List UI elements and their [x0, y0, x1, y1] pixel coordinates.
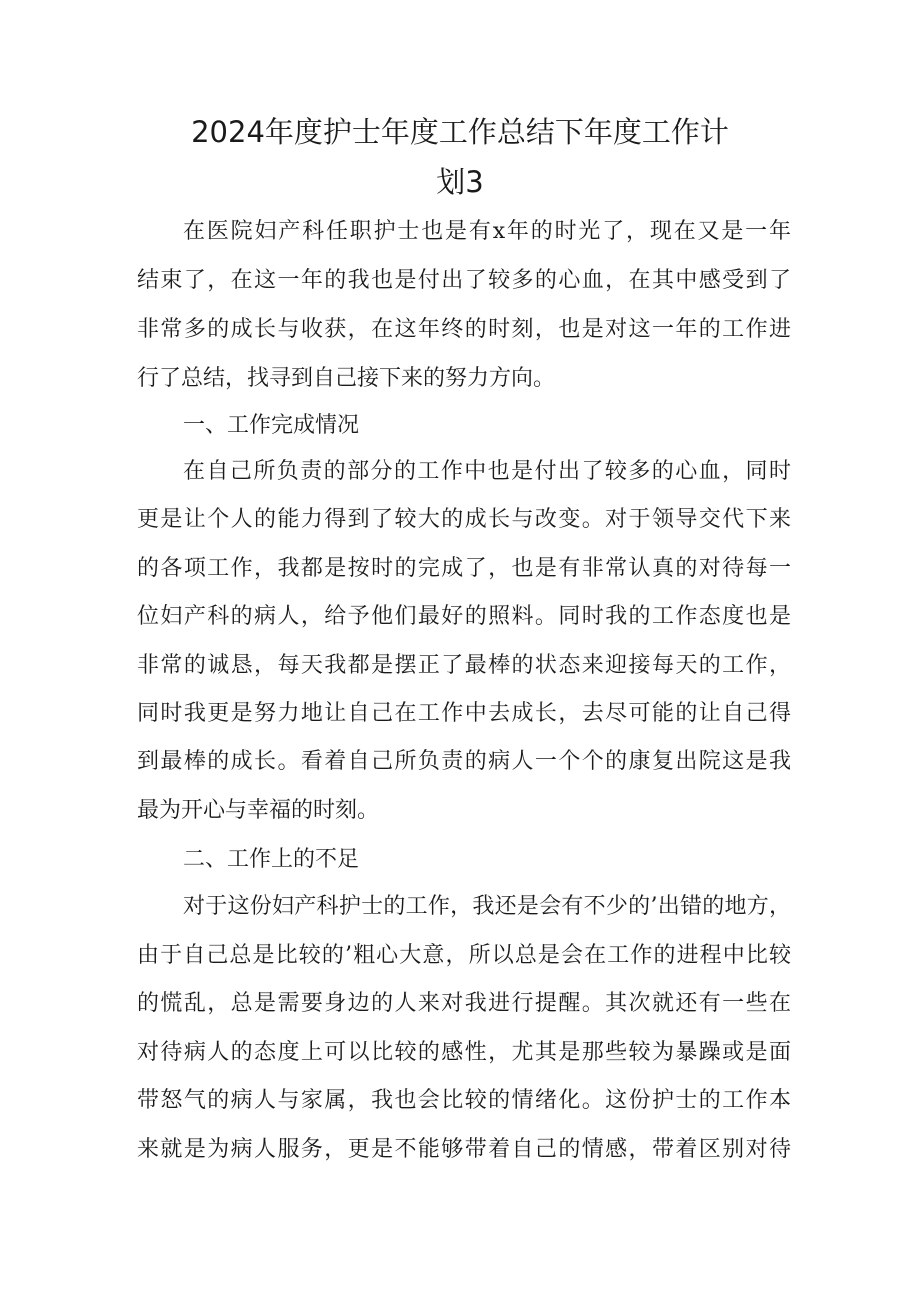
- paragraph-line: 带怒气的病人与家属，我也会比较的情绪化。这份护士的工作本: [137, 1088, 791, 1113]
- paragraph-line: 行了总结，找寻到自己接下来的努力方向。: [137, 366, 556, 391]
- section-heading: 一、工作完成情况: [183, 413, 360, 438]
- paragraph-line: 在自己所负责的部分的工作中也是付出了较多的心血，同时: [183, 459, 791, 484]
- document-title: 2024年度护士年度工作总结下年度工作计: [191, 115, 729, 149]
- paragraph-line: 更是让个人的能力得到了较大的成长与改变。对于领导交代下来: [137, 507, 791, 532]
- paragraph-line: 非常的诚恳，每天我都是摆正了最棒的状态来迎接每天的工作，: [137, 653, 791, 678]
- paragraph-line: 对于这份妇产科护士的工作，我还是会有不少的’出错的地方，: [183, 894, 791, 919]
- paragraph-line: 到最棒的成长。看着自己所负责的病人一个个的康复出院这是我: [137, 749, 791, 774]
- paragraph-line: 结束了，在这一年的我也是付出了较多的心血，在其中感受到了: [137, 268, 791, 293]
- paragraph-line: 同时我更是努力地让自己在工作中去成长，去尽可能的让自己得: [137, 701, 791, 726]
- paragraph-line: 来就是为病人服务，更是不能够带着自己的情感，带着区别对待: [137, 1137, 791, 1162]
- paragraph-line: 由于自己总是比较的’粗心大意，所以总是会在工作的进程中比较: [137, 943, 791, 968]
- paragraph-line: 的慌乱，总是需要身边的人来对我进行提醒。其次就还有一些在: [137, 991, 791, 1016]
- section-heading: 二、工作上的不足: [183, 847, 360, 872]
- paragraph-line: 最为开心与幸福的时刻。: [137, 798, 380, 823]
- paragraph-line: 对待病人的态度上可以比较的感性，尤其是那些较为暴躁或是面: [137, 1040, 791, 1065]
- document-title-continued: 划3: [436, 165, 484, 199]
- paragraph-line: 非常多的成长与收获，在这年终的时刻，也是对这一年的工作进: [137, 317, 791, 342]
- paragraph-line: 在医院妇产科任职护士也是有x年的时光了，现在又是一年: [183, 219, 791, 244]
- paragraph-line: 位妇产科的病人，给予他们最好的照料。同时我的工作态度也是: [137, 604, 791, 629]
- paragraph-line: 的各项工作，我都是按时的完成了，也是有非常认真的对待每一: [137, 556, 791, 581]
